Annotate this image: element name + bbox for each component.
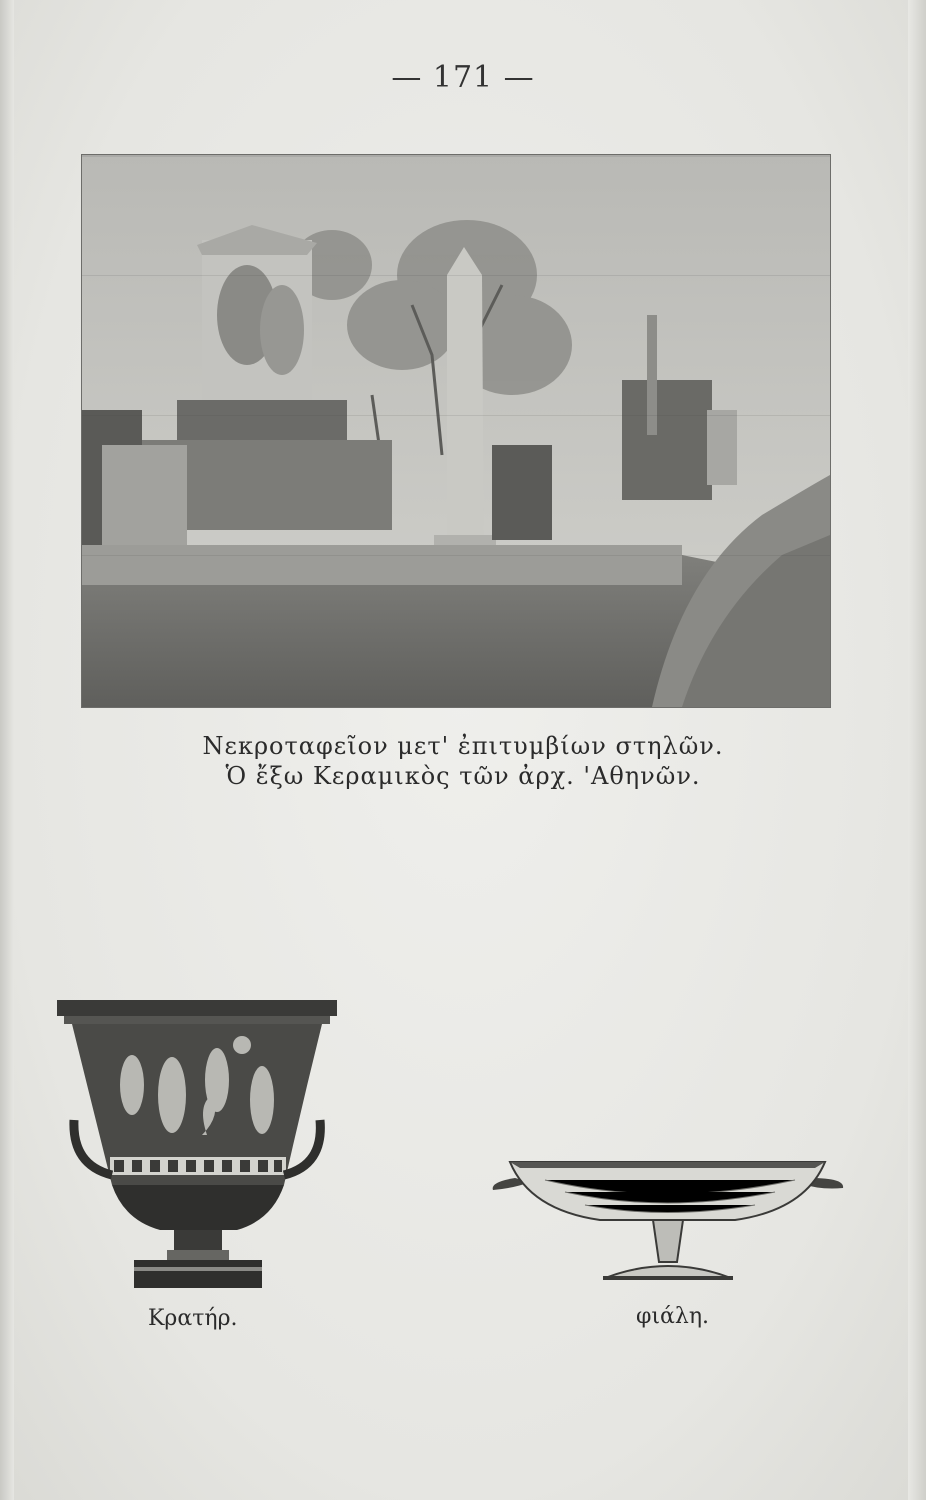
phiale-illustration xyxy=(485,1150,850,1290)
page-number: — 171 — xyxy=(391,60,535,95)
photo-caption-line1: Νεκροταφεῖον μετ' ἐπιτυμβίων στηλῶν. xyxy=(202,732,724,760)
krater-illustration xyxy=(52,995,342,1300)
photo-caption-line2: Ὁ ἔξω Κεραμικὸς τῶν ἀρχ. 'Αθηνῶν. xyxy=(225,762,701,790)
kerameikos-photograph xyxy=(82,155,830,707)
krater-label: Κρατήρ. xyxy=(148,1306,238,1331)
phiale-label: φιάλη. xyxy=(636,1304,710,1329)
